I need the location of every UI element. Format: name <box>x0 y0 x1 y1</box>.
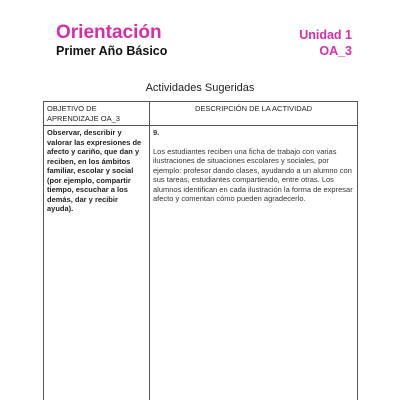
unit-label: Unidad 1 <box>299 28 352 42</box>
activity-table <box>43 101 358 400</box>
table-row <box>44 126 358 400</box>
activity-text: Los estudiantes reciben una ficha de trabajo con varias ilustraciones de situaciones escolares y sociales, por ejemplo: profesor dando clases, ayudando a un alumno con sus tareas, estudiantes compartiendo, entre otras. Los alumnos identifican en cada ilustración la forma de expresar afecto y comentan cómo pueden agradecerlo. <box>153 146 353 203</box>
page-subtitle: Primer Año Básico <box>56 44 168 58</box>
section-title: Actividades Sugeridas <box>145 82 255 94</box>
table-header-row <box>44 102 358 126</box>
page-title: Orientación <box>56 22 162 43</box>
activity-number: 9. <box>153 128 160 137</box>
description-cell <box>150 126 358 400</box>
oa-code-label: OA_3 <box>319 44 352 58</box>
description-column-header: DESCRIPCIÓN DE LA ACTIVIDAD <box>150 102 358 126</box>
objective-column-header: OBJETIVO DE APRENDIZAJE OA_3 <box>44 102 150 126</box>
objective-cell: Observar, describir y valorar las expresiones de afecto y cariño, que dan y reciben, en los ámbitos familiar, escolar y social (por ejemplo, compartir tiempo, escuchar a los demás, dar y recibir ayuda). <box>44 126 150 400</box>
